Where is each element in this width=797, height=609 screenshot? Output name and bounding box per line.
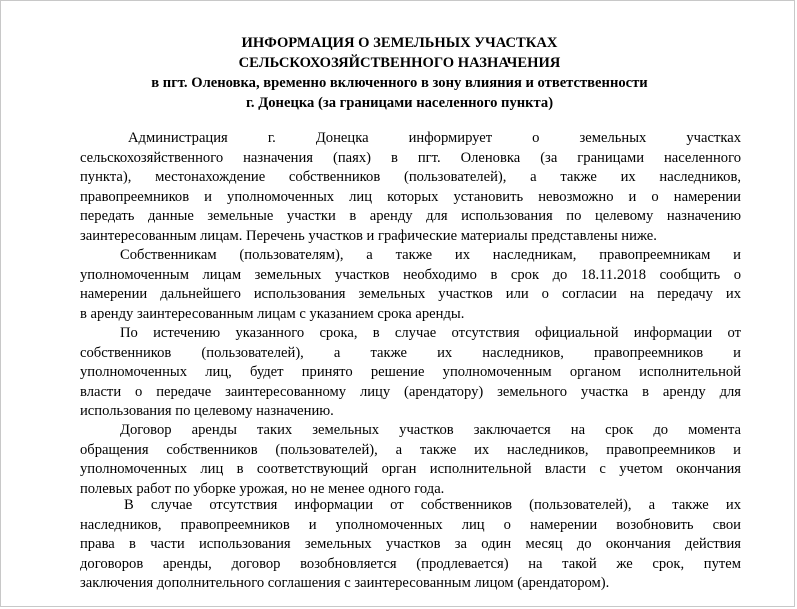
title-line-1: ИНФОРМАЦИЯ О ЗЕМЕЛЬНЫХ УЧАСТКАХ <box>241 35 558 51</box>
paragraph-line: намерении дальнейшего использования земельных участков или о согласии на передачу их <box>80 286 741 302</box>
title-line-4: г. Донецка (за границами населенного пункта) <box>245 95 554 111</box>
paragraph-4 <box>80 421 741 499</box>
paragraph-line: правопреемников и уполномоченных лиц которых установить невозможно и о намерении <box>80 188 741 205</box>
paragraph-line: сельскохозяйственного назначения (паях) в пгт. Оленовка (за границами населенного <box>80 149 741 166</box>
paragraph-2 <box>80 246 741 324</box>
paragraph-line: использования по целевому назначению. <box>80 403 334 419</box>
paragraph-line: В случае отсутствия информации от собственников (пользователей), а также их <box>124 497 741 513</box>
paragraph-3 <box>80 324 741 422</box>
paragraph-line: передать данные земельные участки в аренду для использования по целевому назначению <box>80 208 741 224</box>
paragraph-line: Администрация г. Донецка информирует о земельных участках <box>128 130 741 146</box>
paragraph-line: собственников (пользователей), а также их наследников, правопреемников и <box>80 344 741 361</box>
paragraph-line: полевых работ по уборке урожая, но не менее одного года. <box>80 480 445 497</box>
paragraph-1 <box>80 129 741 246</box>
paragraph-line: уполномоченных лиц в соответствующий орган исполнительной власти с учетом окончания <box>80 461 741 477</box>
paragraph-line: пункта), местонахождение собственников (пользователей), а также их наследников, <box>80 169 741 185</box>
paragraph-line: заключения дополнительного соглашения с заинтересованным лицом (арендатором). <box>80 575 610 591</box>
paragraph-line: уполномоченным лицам земельных участков необходимо в срок до 18.11.2018 сообщить о <box>80 266 741 283</box>
paragraph-line: в аренду заинтересованным лицам с указанием срока аренды. <box>80 305 465 322</box>
paragraph-line: договоров аренды, договор возобновляется (продлевается) на такой же срок, путем <box>80 555 741 572</box>
paragraph-line: права в части использования земельных участков за один месяц до окончания действия <box>80 536 741 552</box>
paragraph-line: наследников, правопреемников и уполномоченных лиц о намерении возобновить свои <box>80 516 741 533</box>
paragraph-line: заинтересованным лицам. Перечень участков и графические материалы представлены ниже. <box>80 227 657 244</box>
paragraph-line: По истечению указанного срока, в случае отсутствия официальной информации от <box>120 325 741 341</box>
paragraph-line: обращения собственников (пользователей), а также их наследников, правопреемников и <box>80 441 741 458</box>
paragraph-line: уполномоченных лиц, будет принято решение уполномоченным органом исполнительной <box>80 364 741 380</box>
paragraph-line: Собственникам (пользователям), а также их наследникам, правопреемникам и <box>120 247 741 263</box>
paragraph-5 <box>80 496 741 594</box>
paragraph-line: Договор аренды таких земельных участков заключается на срок до момента <box>120 422 741 438</box>
title-line-2: СЕЛЬСКОХОЗЯЙСТВЕННОГО НАЗНАЧЕНИЯ <box>238 55 561 71</box>
paragraph-line: власти о передаче заинтересованному лицу (арендатору) земельного участка в аренду для <box>80 383 741 400</box>
title-line-3: в пгт. Оленовка, временно включенного в зону влияния и ответственности <box>151 75 648 91</box>
